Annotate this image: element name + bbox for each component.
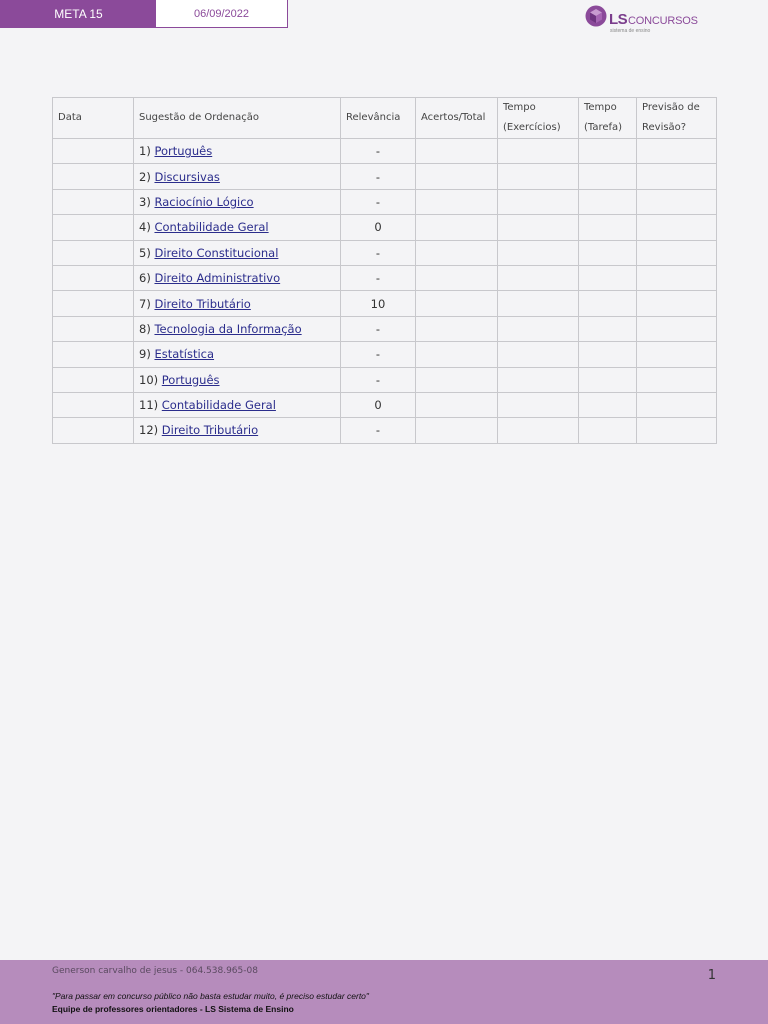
table-row xyxy=(53,265,717,290)
table-row xyxy=(53,164,717,189)
relevance-cell: - xyxy=(341,265,416,290)
meta-header xyxy=(0,0,288,28)
tempo-exercicios-cell[interactable] xyxy=(498,215,579,240)
order-number: 5) xyxy=(139,245,151,260)
subject-cell xyxy=(134,164,341,189)
table-row xyxy=(53,392,717,417)
table-row xyxy=(53,240,717,265)
relevance-cell: 0 xyxy=(341,392,416,417)
date-cell[interactable] xyxy=(53,189,134,214)
subject-link[interactable]: Português xyxy=(161,372,220,387)
date-cell[interactable] xyxy=(53,418,134,443)
footer-team: Equipe de professores orientadores - LS Sistema de Ensino xyxy=(52,1004,294,1014)
relevance-cell: - xyxy=(341,189,416,214)
tempo-exercicios-cell[interactable] xyxy=(498,418,579,443)
study-plan-table xyxy=(52,97,717,444)
date-cell[interactable] xyxy=(53,316,134,341)
revisao-cell[interactable] xyxy=(637,265,717,290)
revisao-cell[interactable] xyxy=(637,164,717,189)
date-cell[interactable] xyxy=(53,215,134,240)
table-row xyxy=(53,139,717,164)
revisao-cell[interactable] xyxy=(637,342,717,367)
table-row xyxy=(53,189,717,214)
tempo-exercicios-cell[interactable] xyxy=(498,392,579,417)
relevance-cell: - xyxy=(341,342,416,367)
tempo-tarefa-cell[interactable] xyxy=(579,189,637,214)
date-cell[interactable] xyxy=(53,291,134,316)
date-cell[interactable] xyxy=(53,164,134,189)
relevance-cell: - xyxy=(341,316,416,341)
col-header-data: Data xyxy=(53,98,134,139)
tempo-exercicios-cell[interactable] xyxy=(498,265,579,290)
page-footer xyxy=(0,960,768,1024)
tempo-exercicios-cell[interactable] xyxy=(498,342,579,367)
table-row xyxy=(53,367,717,392)
order-number: 3) xyxy=(139,194,151,209)
revisao-cell[interactable] xyxy=(637,291,717,316)
relevance-cell: 0 xyxy=(341,215,416,240)
logo-cube-icon xyxy=(585,5,607,27)
footer-quote: "Para passar em concurso público não basta estudar muito, é preciso estudar certo" xyxy=(52,991,369,1001)
tempo-tarefa-cell[interactable] xyxy=(579,316,637,341)
relevance-cell: - xyxy=(341,240,416,265)
col-header-tempo-tarefa: Tempo (Tarefa) xyxy=(579,98,637,139)
date-cell[interactable] xyxy=(53,240,134,265)
col-header-revisao: Previsão de Revisão? xyxy=(637,98,717,139)
date-cell[interactable] xyxy=(53,139,134,164)
order-number: 4) xyxy=(139,220,151,235)
tempo-tarefa-cell[interactable] xyxy=(579,240,637,265)
subject-cell xyxy=(134,367,341,392)
tempo-exercicios-cell[interactable] xyxy=(498,367,579,392)
tempo-exercicios-cell[interactable] xyxy=(498,164,579,189)
subject-link[interactable]: Estatística xyxy=(154,347,215,362)
acertos-cell[interactable] xyxy=(416,367,498,392)
tempo-exercicios-cell[interactable] xyxy=(498,240,579,265)
subject-link[interactable]: Direito Constitucional xyxy=(154,245,279,260)
date-cell[interactable] xyxy=(53,367,134,392)
revisao-cell[interactable] xyxy=(637,240,717,265)
date-cell[interactable] xyxy=(53,342,134,367)
order-number: 7) xyxy=(139,296,151,311)
revisao-cell[interactable] xyxy=(637,189,717,214)
table-row xyxy=(53,215,717,240)
logo-brand-text: CONCURSOS xyxy=(628,15,698,27)
acertos-cell[interactable] xyxy=(416,215,498,240)
table-row xyxy=(53,291,717,316)
col-header-acertos: Acertos/Total xyxy=(416,98,498,139)
footer-student: Generson carvalho de jesus - 064.538.965-08 xyxy=(52,966,258,976)
table-row xyxy=(53,342,717,367)
meta-date: 06/09/2022 xyxy=(193,7,250,20)
subject-cell xyxy=(134,215,341,240)
tempo-exercicios-cell[interactable] xyxy=(498,316,579,341)
subject-link[interactable]: Discursivas xyxy=(154,169,220,184)
order-number: 9) xyxy=(139,347,151,362)
acertos-cell[interactable] xyxy=(416,392,498,417)
tempo-exercicios-cell[interactable] xyxy=(498,291,579,316)
subject-link[interactable]: Contabilidade Geral xyxy=(154,220,269,235)
tempo-tarefa-cell[interactable] xyxy=(579,367,637,392)
date-cell[interactable] xyxy=(53,392,134,417)
order-number: 6) xyxy=(139,271,151,286)
revisao-cell[interactable] xyxy=(637,367,717,392)
acertos-cell[interactable] xyxy=(416,240,498,265)
revisao-cell[interactable] xyxy=(637,215,717,240)
acertos-cell[interactable] xyxy=(416,164,498,189)
subject-cell xyxy=(134,316,341,341)
date-cell[interactable] xyxy=(53,265,134,290)
revisao-cell[interactable] xyxy=(637,139,717,164)
meta-label: META 15 xyxy=(1,0,156,27)
col-header-ordenacao: Sugestão de Ordenação xyxy=(134,98,341,139)
subject-link[interactable]: Português xyxy=(154,144,213,159)
subject-cell xyxy=(134,291,341,316)
tempo-tarefa-cell[interactable] xyxy=(579,265,637,290)
table-header-row xyxy=(53,98,717,139)
revisao-cell[interactable] xyxy=(637,392,717,417)
acertos-cell[interactable] xyxy=(416,291,498,316)
acertos-cell[interactable] xyxy=(416,265,498,290)
tempo-tarefa-cell[interactable] xyxy=(579,139,637,164)
subject-cell xyxy=(134,342,341,367)
subject-cell xyxy=(134,240,341,265)
tempo-exercicios-cell[interactable] xyxy=(498,189,579,214)
relevance-cell: 10 xyxy=(341,291,416,316)
relevance-cell: - xyxy=(341,139,416,164)
subject-link[interactable]: Direito Administrativo xyxy=(154,271,281,286)
acertos-cell[interactable] xyxy=(416,139,498,164)
order-number: 1) xyxy=(139,144,151,159)
relevance-cell: - xyxy=(341,164,416,189)
order-number: 12) xyxy=(139,423,159,438)
revisao-cell[interactable] xyxy=(637,418,717,443)
subject-link[interactable]: Raciocínio Lógico xyxy=(154,194,254,209)
subject-cell xyxy=(134,392,341,417)
col-header-relevancia: Relevância xyxy=(341,98,416,139)
relevance-cell: - xyxy=(341,367,416,392)
logo-tagline: sistema de ensino xyxy=(610,28,651,34)
logo-ls-text: LS xyxy=(609,11,628,28)
subject-link[interactable]: Direito Tributário xyxy=(161,423,259,438)
tempo-exercicios-cell[interactable] xyxy=(498,139,579,164)
revisao-cell[interactable] xyxy=(637,316,717,341)
col-header-tempo-exercicios: Tempo (Exercícios) xyxy=(498,98,579,139)
tempo-tarefa-cell[interactable] xyxy=(579,291,637,316)
acertos-cell[interactable] xyxy=(416,342,498,367)
subject-cell xyxy=(134,189,341,214)
order-number: 8) xyxy=(139,321,151,336)
subject-link[interactable]: Tecnologia da Informação xyxy=(154,321,302,336)
tempo-tarefa-cell[interactable] xyxy=(579,164,637,189)
order-number: 2) xyxy=(139,169,151,184)
subject-link[interactable]: Direito Tributário xyxy=(154,296,251,311)
table-row xyxy=(53,418,717,443)
subject-link[interactable]: Contabilidade Geral xyxy=(161,398,276,413)
tempo-tarefa-cell[interactable] xyxy=(579,418,637,443)
acertos-cell[interactable] xyxy=(416,418,498,443)
tempo-tarefa-cell[interactable] xyxy=(579,392,637,417)
acertos-cell[interactable] xyxy=(416,189,498,214)
order-number: 11) xyxy=(139,398,159,413)
table-body xyxy=(53,139,717,444)
tempo-tarefa-cell[interactable] xyxy=(579,215,637,240)
subject-cell xyxy=(134,139,341,164)
tempo-tarefa-cell[interactable] xyxy=(579,342,637,367)
subject-cell xyxy=(134,418,341,443)
subject-cell xyxy=(134,265,341,290)
order-number: 10) xyxy=(139,372,159,387)
table-row xyxy=(53,316,717,341)
page-number: 1 xyxy=(707,968,716,983)
relevance-cell: - xyxy=(341,418,416,443)
acertos-cell[interactable] xyxy=(416,316,498,341)
ls-concursos-logo xyxy=(585,5,705,35)
